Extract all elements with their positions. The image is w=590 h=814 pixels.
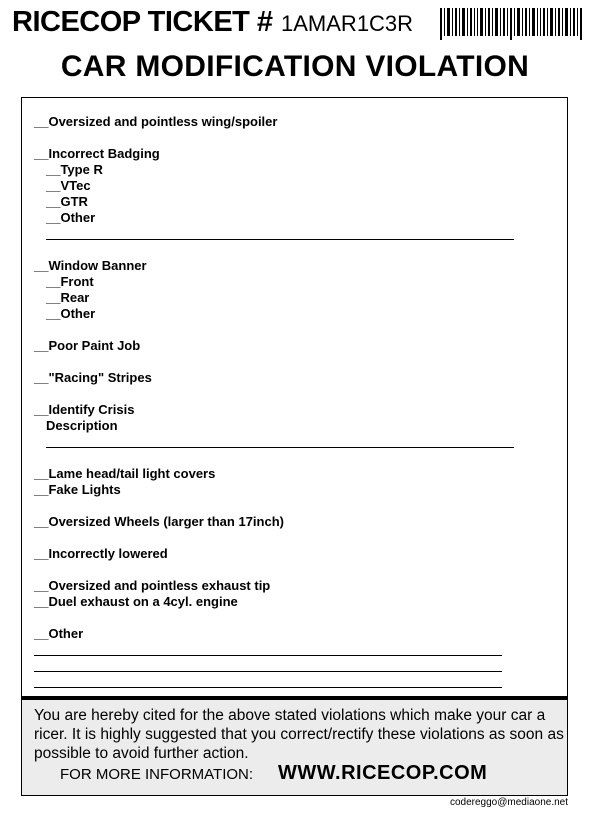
checkbox-item-identify-crisis[interactable]: __Identify Crisis bbox=[34, 402, 135, 417]
checkbox-item-racing-stripes[interactable]: __"Racing" Stripes bbox=[34, 370, 152, 385]
citation-notice: You are hereby cited for the above stated violations which make your car a ricer. It is highly suggested that you correct/rectify these violations as soon as possible to avoid further action. bbox=[34, 707, 564, 762]
other-write-line[interactable] bbox=[34, 687, 502, 688]
checkbox-item-badging-vtec[interactable]: __VTec bbox=[46, 178, 91, 193]
violations-form bbox=[21, 97, 568, 697]
checkbox-item-oversized-wheels[interactable]: __Oversized Wheels (larger than 17inch) bbox=[34, 514, 284, 529]
checkbox-item-duel-exhaust[interactable]: __Duel exhaust on a 4cyl. engine bbox=[34, 594, 238, 609]
checkbox-item-incorrect-badging[interactable]: __Incorrect Badging bbox=[34, 146, 160, 161]
ticket-number: 1AMAR1C3R bbox=[281, 11, 414, 36]
checkbox-item-incorrectly-lowered[interactable]: __Incorrectly lowered bbox=[34, 546, 168, 561]
identify-description-label: Description bbox=[46, 418, 118, 433]
description-write-line[interactable] bbox=[46, 447, 514, 448]
checkbox-item-oversized-exhaust[interactable]: __Oversized and pointless exhaust tip bbox=[34, 578, 271, 593]
checkbox-item-banner-front[interactable]: __Front bbox=[46, 274, 94, 289]
citation-footer bbox=[21, 697, 568, 796]
checkbox-item-poor-paint[interactable]: __Poor Paint Job bbox=[34, 338, 141, 353]
checkbox-item-lame-covers[interactable]: __Lame head/tail light covers bbox=[34, 466, 216, 481]
page-title: CAR MODIFICATION VIOLATION bbox=[60, 50, 530, 83]
badging-other-write-line[interactable] bbox=[46, 239, 514, 240]
ticket-label: RICECOP TICKET # bbox=[12, 6, 273, 38]
credit-email: codereggo@mediaone.net bbox=[449, 797, 568, 808]
other-write-line[interactable] bbox=[34, 671, 502, 672]
ticket-header bbox=[12, 6, 413, 39]
checkbox-item-badging-gtr[interactable]: __GTR bbox=[46, 194, 88, 209]
checkbox-item-fake-lights[interactable]: __Fake Lights bbox=[34, 482, 121, 497]
checkbox-item-banner-rear[interactable]: __Rear bbox=[46, 290, 90, 305]
other-write-line[interactable] bbox=[34, 655, 502, 656]
checkbox-item-badging-type-r[interactable]: __Type R bbox=[46, 162, 103, 177]
more-info-label: FOR MORE INFORMATION: bbox=[60, 766, 254, 783]
website-link[interactable]: WWW.RICECOP.COM bbox=[278, 762, 488, 784]
checkbox-item-badging-other[interactable]: __Other bbox=[46, 210, 96, 225]
checkbox-item-banner-other[interactable]: __Other bbox=[46, 306, 96, 321]
checkbox-item-oversized-wing[interactable]: __Oversized and pointless wing/spoiler bbox=[34, 114, 278, 129]
checkbox-item-window-banner[interactable]: __Window Banner bbox=[34, 258, 147, 273]
checkbox-item-other[interactable]: __Other bbox=[34, 626, 84, 641]
barcode-image bbox=[440, 8, 582, 40]
